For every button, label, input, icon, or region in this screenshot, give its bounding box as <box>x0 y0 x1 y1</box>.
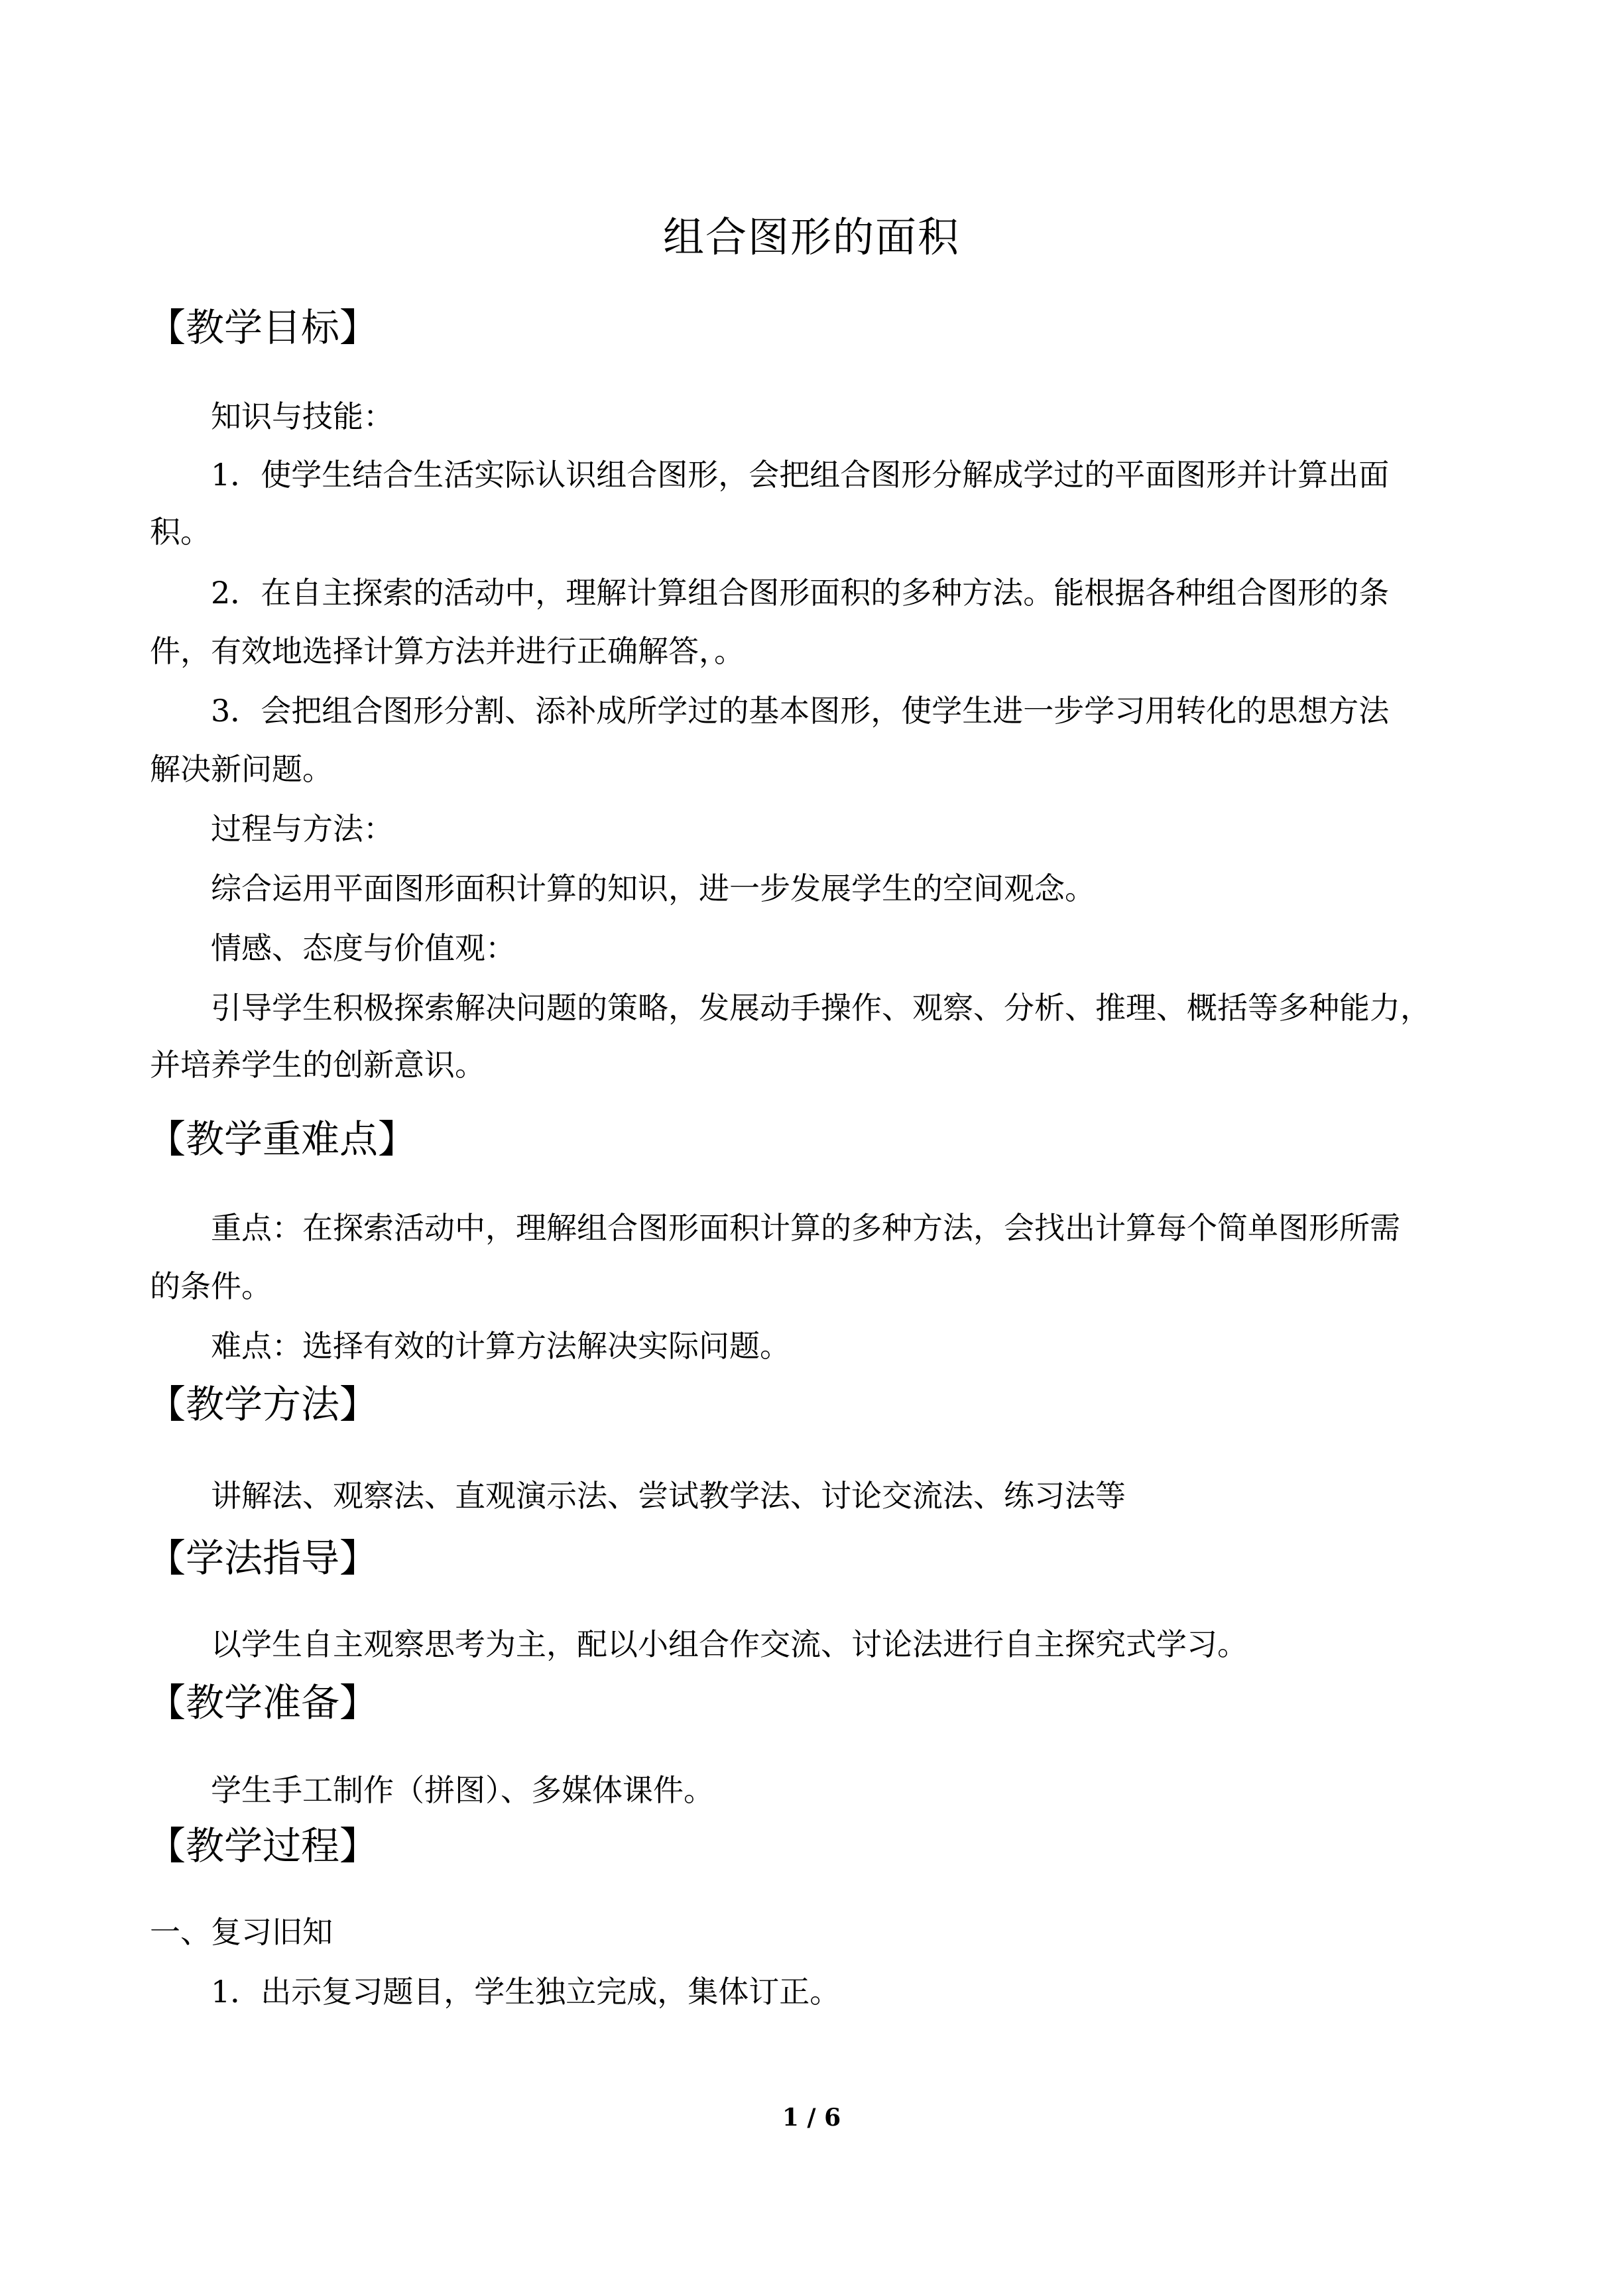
methods-text: 讲解法、观察法、直观演示法、尝试教学法、讨论交流法、练习法等 <box>211 1478 1126 1514</box>
heading-guidance: 【学法指导】 <box>147 1536 379 1581</box>
objective-2-line-2: 件，有效地选择计算方法并进行正确解答，。 <box>150 633 745 669</box>
emotion-line-1: 引导学生积极探索解决问题的策略，发展动手操作、观察、分析、推理、概括等多种能力， <box>211 990 1431 1026</box>
heading-methods: 【教学方法】 <box>147 1382 379 1427</box>
process-method-label: 过程与方法： <box>211 811 394 847</box>
preparation-text: 学生手工制作（拼图）、多媒体课件。 <box>211 1772 714 1808</box>
objective-2-line-1: 2．在自主探索的活动中，理解计算组合图形面积的多种方法。能根据各种组合图形的条 <box>211 575 1390 611</box>
objective-1-line-2: 积。 <box>150 514 211 550</box>
heading-preparation: 【教学准备】 <box>147 1680 379 1725</box>
heading-keypoints: 【教学重难点】 <box>147 1117 417 1162</box>
heading-teaching-process: 【教学过程】 <box>147 1823 379 1868</box>
process-method-text: 综合运用平面图形面积计算的知识，进一步发展学生的空间观念。 <box>211 871 1095 906</box>
document-title: 组合图形的面积 <box>662 213 960 261</box>
page-number: 1 / 6 <box>782 2104 841 2132</box>
heading-objectives: 【教学目标】 <box>147 305 379 350</box>
guidance-text: 以学生自主观察思考为主，配以小组合作交流、讨论法进行自主探究式学习。 <box>211 1626 1248 1662</box>
emotion-label: 情感、态度与价值观： <box>211 930 516 966</box>
emotion-line-2: 并培养学生的创新意识。 <box>150 1047 485 1083</box>
objective-3-line-1: 3．会把组合图形分割、添补成所学过的基本图形，使学生进一步学习用转化的思想方法 <box>211 693 1390 729</box>
keypoint-line-1: 重点：在探索活动中，理解组合图形面积计算的多种方法，会找出计算每个简单图形所需 <box>211 1210 1400 1246</box>
keypoint-line-2: 的条件。 <box>150 1268 272 1304</box>
review-heading: 一、复习旧知 <box>150 1914 333 1950</box>
difficulty-text: 难点：选择有效的计算方法解决实际问题。 <box>211 1328 790 1364</box>
objective-1-line-1: 1．使学生结合生活实际认识组合图形，会把组合图形分解成学过的平面图形并计算出面 <box>211 457 1390 493</box>
knowledge-label: 知识与技能： <box>211 398 394 434</box>
objective-3-line-2: 解决新问题。 <box>150 751 333 787</box>
review-item-1: 1．出示复习题目，学生独立完成，集体订正。 <box>211 1974 841 2010</box>
